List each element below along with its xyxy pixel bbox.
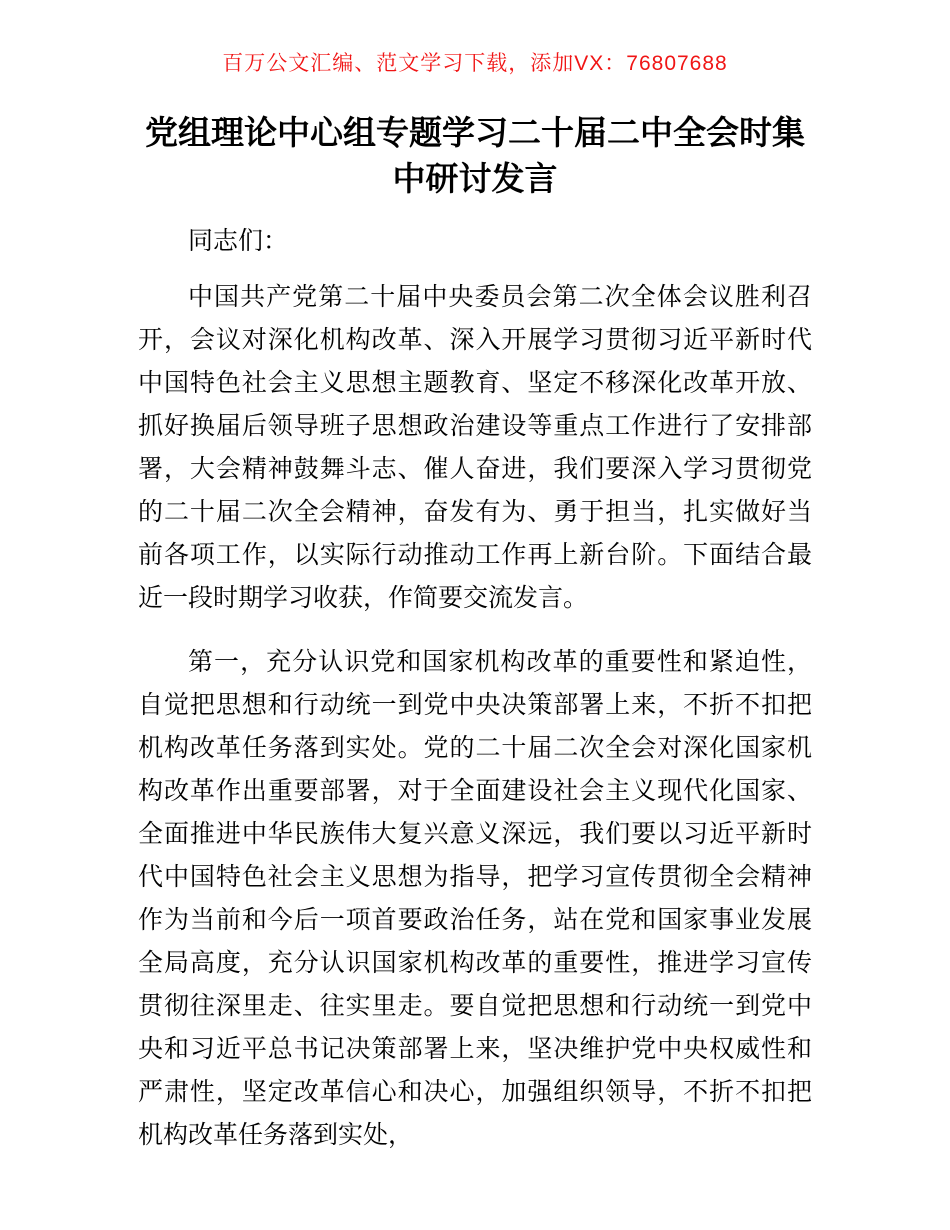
document-title-line2: 中研讨发言: [392, 160, 558, 197]
document-paragraphs: [138, 276, 812, 1157]
document-body: [138, 220, 812, 1157]
document-title: [138, 110, 812, 202]
paragraph: 第一，充分认识党和国家机构改革的重要性和紧迫性，自觉把思想和行动统一到党中央决策部署上来，不折不扣把机构改革任务落到实处。党的二十届二次全会对深化国家机构改革作出重要部署，对于全面建设社会主义现代化国家、全面推进中华民族伟大复兴意义深远，我们要以习近平新时代中国特色社会主义思想为指导，把学习宣传贯彻全会精神作为当前和今后一项首要政治任务，站在党和国家事业发展全局高度，充分认识国家机构改革的重要性，推进学习宣传贯彻往深里走、往实里走。要自觉把思想和行动统一到党中央和习近平总书记决策部署上来，坚决维护党中央权威性和严肃性，坚定改革信心和决心，加强组织领导，不折不扣把机构改革任务落到实处，: [138, 648, 812, 1149]
salutation: 同志们：: [188, 227, 289, 255]
document-title-line1: 党组理论中心组专题学习二十届二中全会时集: [145, 114, 805, 151]
paragraph: 中国共产党第二十届中央委员会第二次全体会议胜利召开，会议对深化机构改革、深入开展学习贯彻习近平新时代中国特色社会主义思想主题教育、坚定不移深化改革开放、抓好换届后领导班子思想政治建设等重点工作进行了安排部署，大会精神鼓舞斗志、催人奋进，我们要深入学习贯彻党的二十届二次全会精神，奋发有为、勇于担当，扎实做好当前各项工作，以实际行动推动工作再上新台阶。下面结合最近一段时期学习收获，作简要交流发言。: [138, 283, 812, 612]
promo-notice: 百万公文汇编、范文学习下载，添加VX：76807688: [222, 52, 728, 75]
